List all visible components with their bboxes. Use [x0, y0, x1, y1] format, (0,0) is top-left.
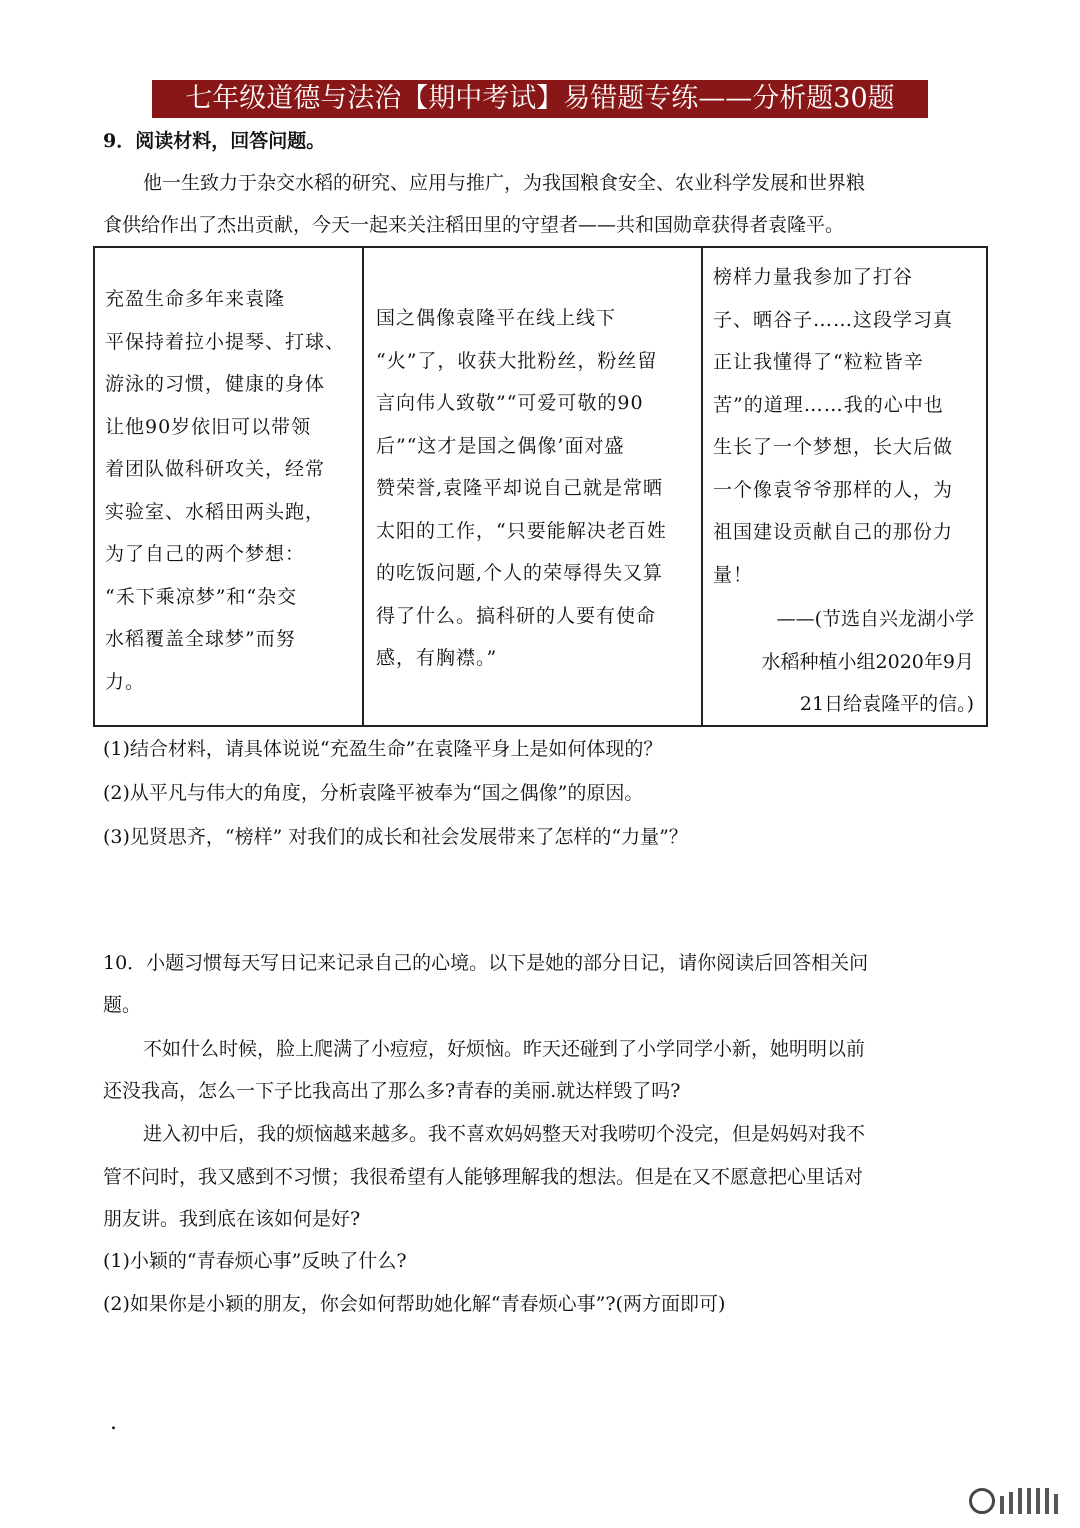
- q10-diary-p2-line-3: 朋友讲。我到底在该如何是好?: [103, 1208, 361, 1230]
- q9-sub-question-1: (1)结合材料，请具体说说“充盈生命”在袁隆平身上是如何体现的？: [103, 738, 663, 760]
- material-cell-role-model: [701, 248, 986, 725]
- q10-diary-p1-line-1: 不如什么时候，脸上爬满了小痘痘，好烦恼。昨天还碰到了小学同学小新，她明明以前: [143, 1038, 866, 1060]
- page-title: 七年级道德与法治【期中考试】易错题专练——分析题30题: [152, 80, 928, 118]
- material-cell-idol: [362, 248, 701, 725]
- q10-header-line-1: 10．小题习惯每天写日记来记录自己的心境。以下是她的部分日记，请你阅读后回答相关问: [103, 952, 869, 974]
- q9-sub-question-2: (2)从平凡与伟大的角度，分析袁隆平被奉为“国之偶像”的原因。: [103, 782, 644, 804]
- q9-sub-question-3: (3)见贤思齐，“榜样” 对我们的成长和社会发展带来了怎样的“力量”？: [103, 826, 688, 848]
- q9-intro-line-1: 他一生致力于杂交水稻的研究、应用与推广，为我国粮食安全、农业科学发展和世界粮: [143, 172, 866, 194]
- material-table: [93, 246, 988, 727]
- q9-intro-line-2: 食供给作出了杰出贡献，今天一起来关注稻田里的守望者——共和国勋章获得者袁隆平。: [103, 214, 845, 236]
- q10-sub-question-1: (1)小颖的“青春烦心事”反映了什么?: [103, 1250, 407, 1272]
- q10-diary-p2-line-1: 进入初中后，我的烦恼越来越多。我不喜欢妈妈整天对我唠叨个没完，但是妈妈对我不: [143, 1123, 866, 1145]
- material-text-idol: 国之偶像袁隆平在线上线下 “火”了，收获大批粉丝，粉丝留 言向伟人致敬”“可爱可敬的90 后”“这才是国之偶像’面对盛 赞荣誉,袁隆平却说自己就是常晒 太阳的工作，“只要能解决老百姓 的吃饭问题,个人的荣辱得失又算 得了什么。搞科研的人要有使命 感，有胸襟。”: [376, 307, 667, 669]
- q10-diary-p1-line-2: 还没我高，怎么一下子比我高出了那么多?青春的美丽.就达样毁了吗?: [103, 1080, 681, 1102]
- q9-header: 9．阅读材料，回答问题。: [103, 130, 326, 152]
- q10-sub-question-2: (2)如果你是小颖的朋友，你会如何帮助她化解“青春烦心事”?(两方面即可): [103, 1293, 726, 1315]
- q10-header-line-2: 题。: [103, 994, 142, 1016]
- material-text-role-model: 榜样力量我参加了打谷 子、晒谷子……这段学习真 正让我懂得了“粒粒皆辛 苦”的道理……我的心中也 生长了一个梦想，长大后做 一个像袁爷爷那样的人，为 祖国建设贡献自己的那份力 量！: [713, 266, 954, 586]
- material-cell-life: [95, 248, 362, 725]
- watermark-logo-icon: [969, 1488, 1058, 1514]
- letter-signoff: ——(节选自兴龙湖小学 水稻种植小组2020年9月 21日给袁隆平的信。): [761, 608, 974, 715]
- material-text-life: 充盈生命多年来袁隆 平保持着拉小提琴、打球、 游泳的习惯，健康的身体 让他90岁依旧可以带领 着团队做科研攻关，经常 实验室、水稻田两头跑， 为了自己的两个梦想： “禾下乘凉梦”和“杂交 水稻覆盖全球梦”而努 力。: [105, 288, 346, 693]
- q10-diary-p2-line-2: 管不问时，我又感到不习惯；我很希望有人能够理解我的想法。但是在又不愿意把心里话对: [103, 1166, 864, 1188]
- footer-dot: .: [110, 1410, 117, 1435]
